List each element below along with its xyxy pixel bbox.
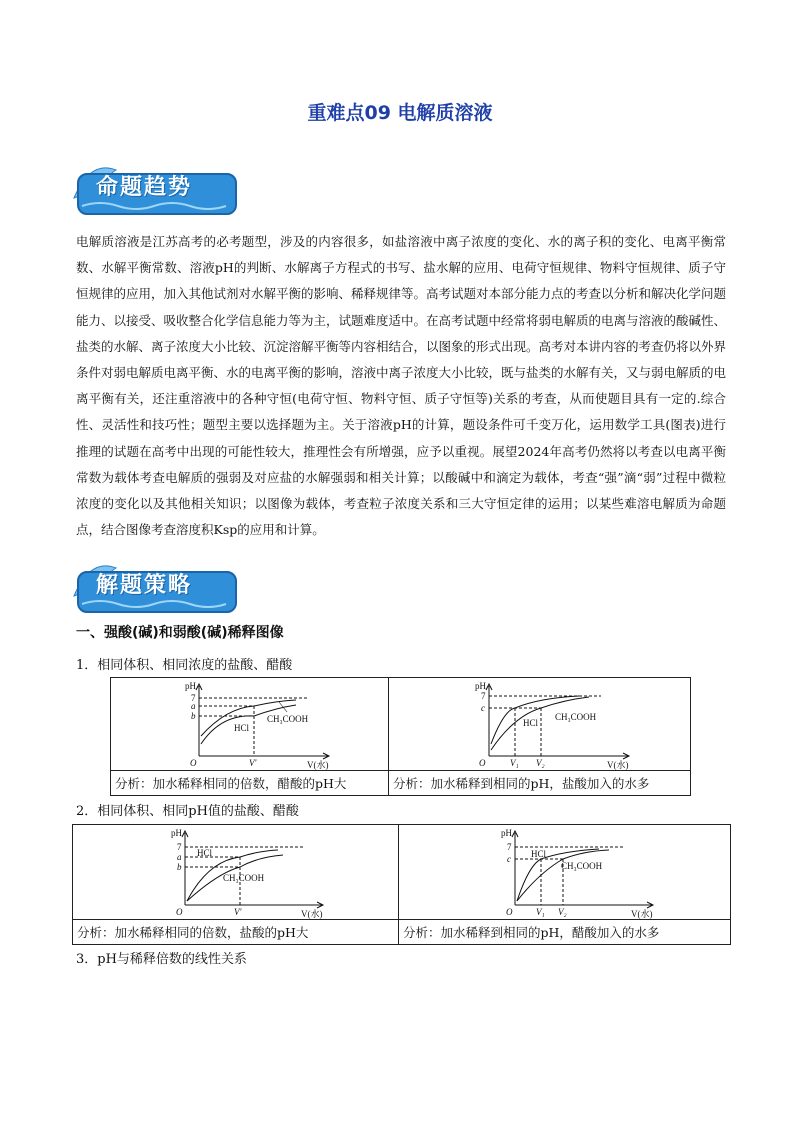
dilution-graph-1a [111, 678, 388, 770]
tick-label: b [177, 862, 182, 872]
intro-paragraph: 电解质溶液是江苏高考的必考题型，涉及的内容很多，如盐溶液中离子浓度的变化、水的离子积的变化、电离平衡常数、水解平衡常数、溶液pH的判断、水解离子方程式的书写、盐水解的应用、电荷守恒规律、物料守恒规律、质子守恒规律的应用，加入其他试剂对水解平衡的影响、稀释规律等。高考试题对本部分能力点的考查以分析和解决化学问题能力、以接受、吸收整合化学信息能力等为主，试题难度适中。在高考试题中经常将弱电解质的电离与溶液的酸碱性、盐类的水解、离子浓度大小比较、沉淀溶解平衡等内容相结合，以图象的形式出现。高考对本讲内容的考查仍将以外界条件对弱电解质电离平衡、水的电离平衡的影响，溶液中离子浓度大小比较，既与盐类的水解有关，又与弱电解质的电离平衡有关，还注重溶液中的各种守恒(电荷守恒、物料守恒、质子守恒等)关系的考查，从而使题目具有一定的.综合性、灵活性和技巧性；题型主要以选择题为主。关于溶液pH的计算，题设条件可千变万化，运用数学工具(图表)进行推理的试题在高考中出现的可能性较大，推理性会有所增强，应予以重视。展望2024年高考仍然将以考查以电离平衡常数为载体考查电解质的强弱及对应盐的水解强弱和相关计算；以酸碱中和滴定为载体，考查“强”滴“弱”过程中微粒浓度的变化以及其他相关知识；以图像为载体，考查粒子浓度关系和三大守恒定律的运用；以某些难溶电解质为命题点，结合图像考查溶度积Ksp的应用和计算。 [76, 234, 727, 538]
tick-label: V' [249, 758, 257, 768]
origin-label: O [176, 907, 183, 917]
section-banner-strategy [70, 556, 240, 616]
origin-label: O [190, 758, 197, 768]
section-banner-trend [70, 158, 240, 218]
tick-label: V₁ [510, 758, 519, 768]
caption-cell: 分析：加水稀释到相同的pH，醋酸加入的水多 [399, 920, 731, 945]
figure-table-2 [72, 824, 731, 945]
tick-label: V₁ [536, 907, 545, 917]
graph-cell [73, 825, 399, 920]
curve-label-ch3cooh: CH₃COOH [223, 873, 265, 883]
caption-cell: 分析：加水稀释相同的倍数，盐酸的pH大 [73, 920, 399, 945]
curve-label-hcl: HCl [523, 718, 539, 728]
curve-label-hcl: HCl [197, 848, 213, 858]
curve-label-hcl: HCl [234, 723, 250, 733]
graph-cell [111, 678, 389, 771]
banner-label: 解题策略 [96, 573, 193, 598]
page-title: 重难点09 电解质溶液 [307, 102, 493, 124]
y-axis-label: pH [171, 828, 182, 838]
tick-label: 7 [481, 691, 486, 701]
x-axis-label: V(水) [631, 909, 653, 919]
graph-cell [389, 678, 691, 771]
tick-label: a [177, 852, 182, 862]
tick-label: V' [234, 907, 242, 917]
tick-label: b [191, 711, 196, 721]
y-axis-label: pH [185, 681, 196, 691]
curve-label-ch3cooh: CH₃COOH [561, 861, 603, 871]
tick-label: V₂ [536, 758, 545, 768]
x-axis-label: V(水) [607, 760, 629, 770]
dilution-graph-2a [73, 825, 398, 919]
x-axis-label: V(水) [301, 909, 323, 919]
y-axis-label: pH [501, 828, 512, 838]
dilution-graph-1b [389, 678, 690, 770]
curve-label-ch3cooh: CH₃COOH [267, 714, 309, 724]
caption-cell: 分析：加水稀释相同的倍数，醋酸的pH大 [111, 771, 389, 796]
y-axis-label: pH [475, 681, 486, 691]
tick-label: 7 [507, 842, 512, 852]
banner-label: 命题趋势 [96, 175, 193, 200]
curve-label-ch3cooh: CH₃COOH [555, 712, 597, 722]
tick-label: c [481, 703, 485, 713]
item3-label: 3．pH与稀释倍数的线性关系 [76, 952, 247, 967]
heading-dilution-graphs: 一、强酸(碱)和弱酸(碱)稀释图像 [76, 625, 284, 641]
graph-cell [399, 825, 731, 920]
item1-label: 1．相同体积、相同浓度的盐酸、醋酸 [76, 658, 293, 673]
item2-label: 2．相同体积、相同pH值的盐酸、醋酸 [76, 804, 299, 819]
tick-label: 7 [177, 842, 182, 852]
x-axis-label: V(水) [307, 760, 329, 770]
dilution-graph-2b [399, 825, 730, 919]
origin-label: O [479, 758, 486, 768]
caption-cell: 分析：加水稀释到相同的pH，盐酸加入的水多 [389, 771, 691, 796]
tick-label: 7 [191, 693, 196, 703]
tick-label: c [507, 854, 511, 864]
curve-label-hcl: HCl [531, 849, 547, 859]
origin-label: O [506, 907, 513, 917]
figure-table-1 [110, 677, 691, 796]
tick-label: a [191, 701, 196, 711]
tick-label: V₂ [558, 907, 567, 917]
